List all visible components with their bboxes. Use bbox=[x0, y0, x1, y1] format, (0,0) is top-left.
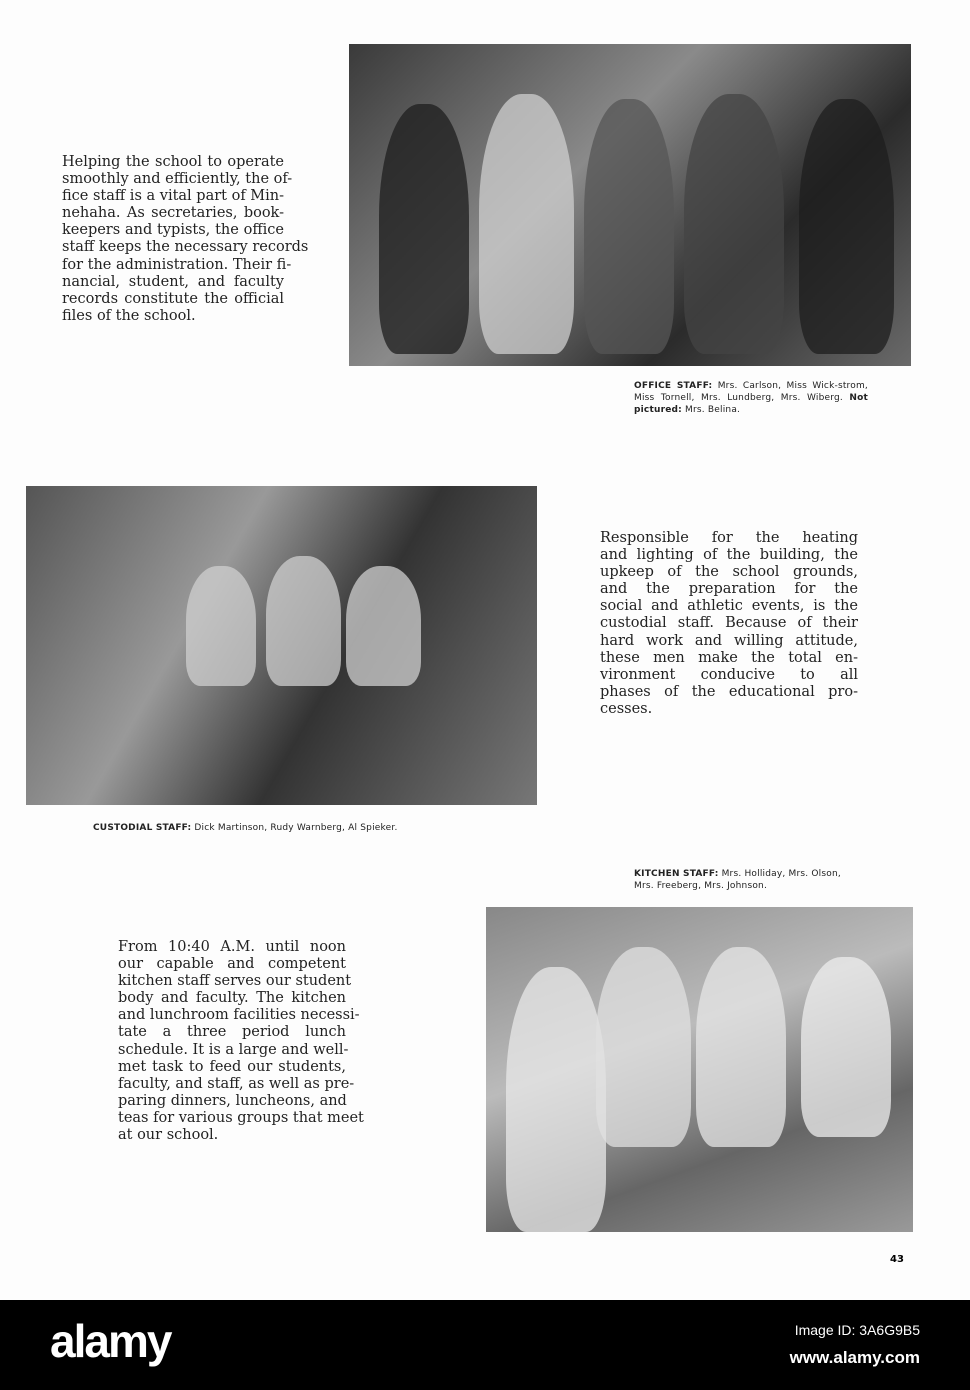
paragraph-line: at our school. bbox=[118, 1127, 219, 1144]
paragraph-line: these men make the total en- bbox=[600, 649, 858, 666]
paragraph-line: cesses. bbox=[600, 700, 653, 717]
paragraph-line: teas for various groups that meet bbox=[118, 1109, 364, 1126]
caption-label: OFFICE STAFF: bbox=[634, 381, 713, 391]
paragraph-line: schedule. It is a large and well- bbox=[118, 1041, 349, 1058]
paragraph-line: custodial staff. Because of their bbox=[600, 615, 858, 632]
office-staff-photo bbox=[349, 44, 911, 366]
paragraph-line: Helping the school to operate bbox=[62, 154, 284, 170]
paragraph-line: faculty, and staff, as well as pre- bbox=[118, 1075, 355, 1092]
custodial-staff-paragraph bbox=[600, 530, 858, 718]
paragraph-line: upkeep of the school grounds, bbox=[600, 564, 858, 581]
caption-names: Mrs. Holliday, Mrs. Olson, Mrs. Freeberg, Mrs. Johnson. bbox=[634, 869, 841, 891]
paragraph-line: files of the school. bbox=[62, 307, 196, 324]
paragraph-line: body and faculty. The kitchen bbox=[118, 990, 346, 1007]
custodial-staff-photo bbox=[26, 486, 537, 805]
paragraph-line: our capable and competent bbox=[118, 956, 346, 973]
paragraph-line: kitchen staff serves our student bbox=[118, 973, 352, 990]
paragraph-line: staff keeps the necessary records bbox=[62, 239, 309, 256]
kitchen-staff-paragraph bbox=[118, 939, 364, 1144]
caption-names: Mrs. Carlson, Miss Wick-strom, Miss Tornell, Mrs. Lundberg, Mrs. Wiberg. bbox=[634, 381, 868, 403]
paragraph-line: paring dinners, luncheons, and bbox=[118, 1092, 347, 1109]
paragraph-line: From 10:40 A.M. until noon bbox=[118, 939, 346, 955]
alamy-logo: alamy bbox=[50, 1315, 171, 1367]
paragraph-line: and lunchroom facilities necessi- bbox=[118, 1007, 360, 1024]
kitchen-staff-caption bbox=[634, 868, 858, 892]
paragraph-line: nancial, student, and faculty bbox=[62, 273, 284, 290]
caption-label-not-pictured: Not pictured: bbox=[634, 393, 868, 415]
paragraph-line: and lighting of the building, the bbox=[600, 547, 858, 564]
kitchen-staff-photo bbox=[486, 907, 913, 1232]
paragraph-line: keepers and typists, the office bbox=[62, 222, 284, 239]
paragraph-line: met task to feed our students, bbox=[118, 1058, 346, 1075]
paragraph-line: nehaha. As secretaries, book- bbox=[62, 205, 284, 222]
caption-names: Dick Martinson, Rudy Warnberg, Al Spieker. bbox=[191, 823, 398, 833]
paragraph-line: and the preparation for the bbox=[600, 581, 858, 598]
page-number: 43 bbox=[890, 1254, 904, 1265]
footer-url: www.alamy.com bbox=[789, 1348, 920, 1367]
paragraph-line: phases of the educational pro- bbox=[600, 683, 858, 700]
paragraph-line: for the administration. Their fi- bbox=[62, 256, 292, 273]
paragraph-line: tate a three period lunch bbox=[118, 1024, 346, 1041]
paragraph-line: records constitute the official bbox=[62, 290, 284, 307]
caption-names-not-pictured: Mrs. Belina. bbox=[681, 405, 741, 415]
caption-label: CUSTODIAL STAFF: bbox=[93, 823, 192, 833]
paragraph-line: Responsible for the heating bbox=[600, 530, 858, 546]
paragraph-line: smoothly and efficiently, the of- bbox=[62, 171, 293, 188]
watermark-footer bbox=[0, 1300, 970, 1390]
paragraph-line: vironment conducive to all bbox=[600, 666, 858, 683]
custodial-staff-caption bbox=[93, 822, 398, 834]
image-id: Image ID: 3A6G9B5 bbox=[794, 1322, 920, 1338]
paragraph-line: social and athletic events, is the bbox=[600, 598, 858, 615]
office-staff-caption bbox=[634, 380, 868, 416]
paragraph-line: hard work and willing attitude, bbox=[600, 632, 858, 649]
caption-label: KITCHEN STAFF: bbox=[634, 869, 719, 879]
paragraph-line: fice staff is a vital part of Min- bbox=[62, 188, 285, 205]
office-staff-paragraph bbox=[62, 154, 309, 325]
